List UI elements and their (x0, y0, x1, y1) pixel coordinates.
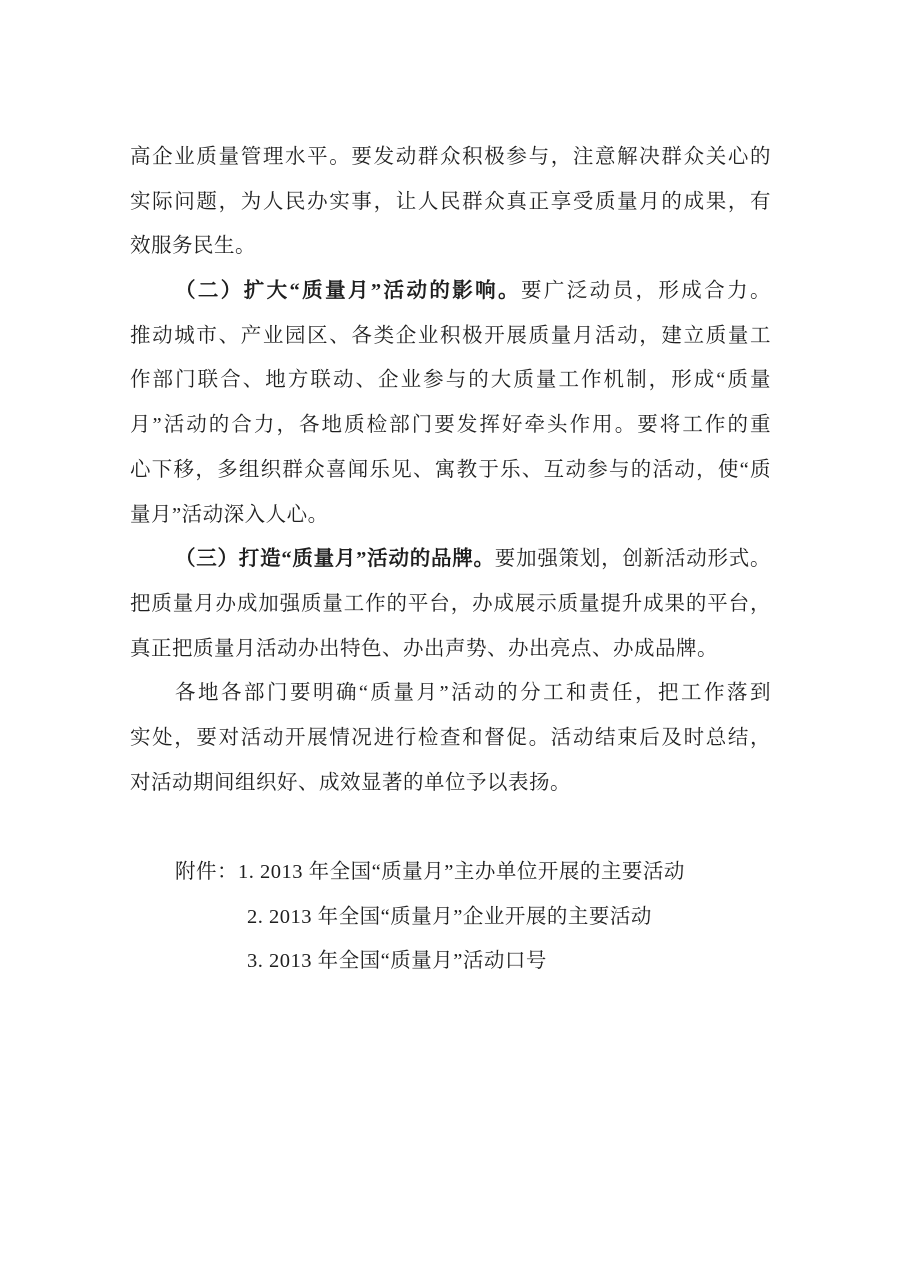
text-line (130, 761, 771, 806)
body-text-segment: 推动城市、产业园区、各类企业积极开展质量月活动，建立质量工 (130, 324, 771, 347)
text-line (130, 939, 771, 984)
body-text-segment: 各地各部门要明确“质量月”活动的分工和责任，把工作落到 (175, 682, 771, 705)
section-heading-segment: （二）扩大“质量月”活动的影响。 (175, 280, 521, 303)
body-text-segment: 效服务民生。 (130, 235, 256, 258)
blank-line (130, 805, 771, 850)
body-text-segment: 真正把质量月活动办出特色、办出声势、办出亮点、办成品牌。 (130, 637, 718, 660)
body-text-segment: 月”活动的合力，各地质检部门要发挥好牵头作用。要将工作的重 (130, 414, 771, 437)
text-line (130, 582, 771, 627)
text-line (130, 671, 771, 716)
text-line (130, 314, 771, 359)
body-text-segment: 心下移，多组织群众喜闻乐见、寓教于乐、互动参与的活动，使“质 (130, 458, 771, 481)
text-line (130, 403, 771, 448)
body-text-segment: 量月”活动深入人心。 (130, 503, 329, 526)
text-line (130, 850, 771, 895)
text-line (130, 716, 771, 761)
text-line (130, 358, 771, 403)
body-text-segment: 实处，要对活动开展情况进行检查和督促。活动结束后及时总结， (130, 726, 771, 749)
body-text-segment: 2. 2013 年全国“质量月”企业开展的主要活动 (247, 905, 652, 928)
text-line (130, 537, 771, 582)
text-line (130, 895, 771, 940)
body-text-segment: 3. 2013 年全国“质量月”活动口号 (247, 950, 547, 973)
body-text-segment: 对活动期间组织好、成效显著的单位予以表扬。 (130, 771, 571, 794)
text-line (130, 135, 771, 180)
body-text-segment: 要加强策划，创新活动形式。 (494, 548, 772, 571)
text-line (130, 627, 771, 672)
body-text-segment: 实际问题，为人民办实事，让人民群众真正享受质量月的成果，有 (130, 190, 771, 213)
body-text-segment: 高企业质量管理水平。要发动群众积极参与，注意解决群众关心的 (130, 146, 771, 168)
text-line (130, 224, 771, 269)
body-text-segment: 把质量月办成加强质量工作的平台，办成展示质量提升成果的平台， (130, 592, 771, 615)
section-heading-segment: （三）打造“质量月”活动的品牌。 (175, 548, 495, 571)
document-content (130, 135, 771, 984)
text-line (130, 493, 771, 538)
text-line (130, 180, 771, 225)
text-line (130, 269, 771, 314)
body-text-segment: 作部门联合、地方联动、企业参与的大质量工作机制，形成“质量 (130, 369, 771, 392)
text-line (130, 448, 771, 493)
body-text-segment: 附件：1. 2013 年全国“质量月”主办单位开展的主要活动 (175, 861, 685, 883)
body-text-segment: 要广泛动员，形成合力。 (520, 280, 772, 303)
